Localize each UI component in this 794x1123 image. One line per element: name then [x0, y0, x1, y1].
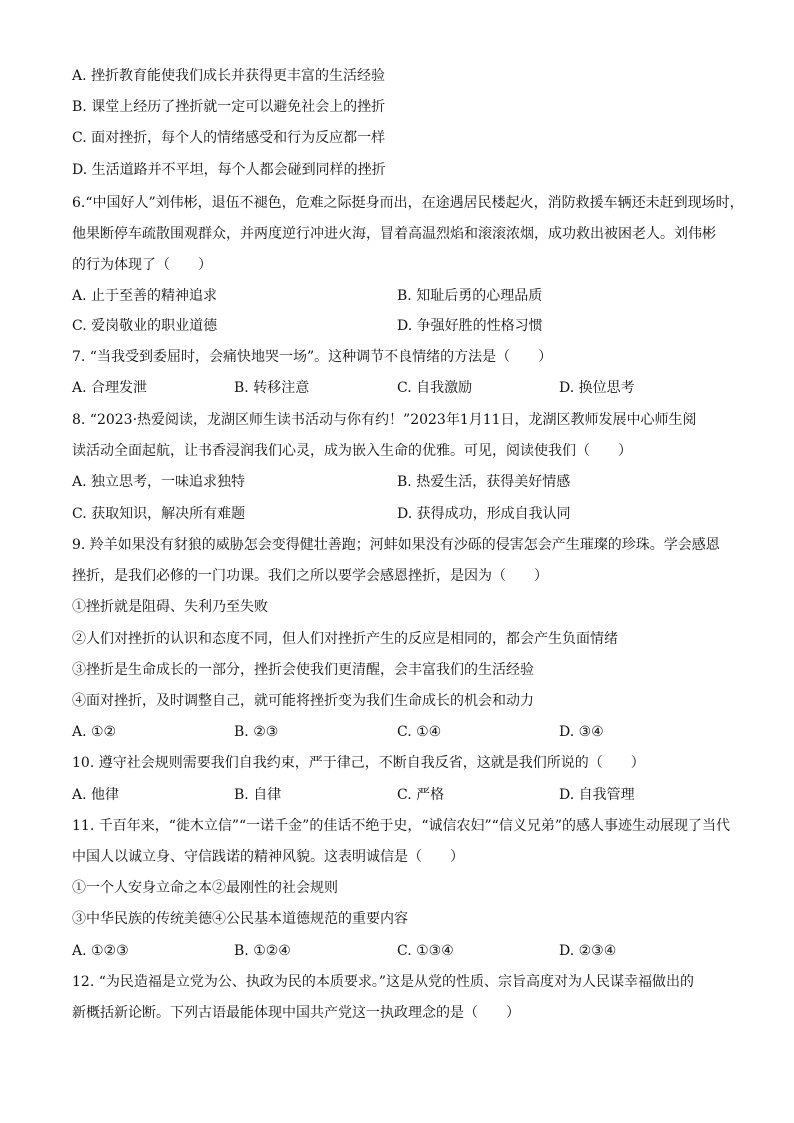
q6-option-a: A. 止于至善的精神追求: [72, 288, 218, 304]
q8-stem-line-2: 读活动全面起航，让书香浸润我们心灵，成为嵌入生命的优雅。可见，阅读使我们（ ）: [72, 443, 632, 459]
q6-stem-line-2: 他果断停车疏散围观群众，并两度逆行冲进火海，冒着高温烈焰和滚滚浓烟，成功救出被困老人。刘伟彬: [72, 226, 716, 242]
q9-stem-line-1: 9. 羚羊如果没有豺狼的威胁怎会变得健壮善跑；河蚌如果没有沙砾的侵害怎会产生璀璨的珍珠。学会感恩: [72, 537, 720, 553]
q9-statement-4: ④面对挫折，及时调整自己，就可能将挫折变为我们生命成长的机会和动力: [72, 693, 534, 709]
q8-option-c: C. 获取知识，解决所有难题: [72, 506, 246, 522]
q6-option-c: C. 爱岗敬业的职业道德: [72, 318, 218, 334]
q8-option-a: A. 独立思考，一味追求独特: [72, 474, 246, 490]
q5-option-c: C. 面对挫折，每个人的情绪感受和行为反应都一样: [72, 130, 386, 146]
q11-option-b: B. ①②④: [234, 943, 291, 959]
q10-option-b: B. 自律: [234, 787, 282, 803]
q11-option-d: D. ②③④: [559, 943, 617, 959]
q10-option-a: A. 他律: [72, 787, 120, 803]
q6-option-b: B. 知耻后勇的心理品质: [397, 288, 543, 304]
q11-stem-line-2: 中国人以诚立身、守信践诺的精神风貌。这表明诚信是（ ）: [72, 849, 464, 865]
q11-stem-line-1: 11. 千百年来，“徙木立信”“一诺千金”的佳话不绝于史，“诚信农妇”“信义兄弟”的感人事迹生动展现了当代: [72, 818, 730, 834]
q11-statement-1-2: ①一个人安身立命之本②最刚性的社会规则: [72, 880, 338, 896]
q7-option-b: B. 转移注意: [234, 380, 310, 396]
q9-option-d: D. ③④: [559, 724, 604, 740]
q9-statement-2: ②人们对挫折的认识和态度不同，但人们对挫折产生的反应是相同的，都会产生负面情绪: [72, 631, 618, 647]
q6-stem-line-1: 6.“中国好人”刘伟彬，退伍不褪色，危难之际挺身而出，在途遇居民楼起火，消防救援车辆还未赶到现场时，: [72, 195, 744, 211]
q9-stem-line-2: 挫折，是我们必修的一门功课。我们之所以要学会感恩挫折，是因为（ ）: [72, 568, 548, 584]
q7-option-a: A. 合理发泄: [72, 380, 148, 396]
q10-stem: 10. 遵守社会规则需要我们自我约束，严于律己，不断自我反省，这就是我们所说的（ ）: [72, 755, 645, 771]
q8-option-d: D. 获得成功，形成自我认同: [397, 506, 571, 522]
q8-option-b: B. 热爱生活，获得美好情感: [397, 474, 571, 490]
q7-stem: 7. “当我受到委屈时，会痛快地哭一场”。这种调节不良情绪的方法是（ ）: [72, 349, 553, 365]
q8-stem-line-1: 8. “2023·热爱阅读，龙湖区师生读书活动与你有约！”2023年1月11日，龙湖区教师发展中心师生阅: [72, 412, 697, 428]
q11-option-a: A. ①②③: [72, 943, 129, 959]
q6-stem-line-3: 的行为体现了（ ）: [72, 257, 212, 273]
q10-option-c: C. 严格: [397, 787, 445, 803]
q12-stem-line-2: 新概括新论断。下列古语最能体现中国共产党这一执政理念的是（ ）: [72, 1005, 520, 1021]
q12-stem-line-1: 12. “为民造福是立党为公、执政为民的本质要求。”这是从党的性质、宗旨高度对为人民谋幸福做出的: [72, 974, 695, 990]
q9-statement-3: ③挫折是生命成长的一部分，挫折会使我们更清醒，会丰富我们的生活经验: [72, 662, 534, 678]
q9-option-b: B. ②③: [234, 724, 279, 740]
q5-option-a: A. 挫折教育能使我们成长并获得更丰富的生活经验: [72, 68, 386, 84]
q9-option-c: C. ①④: [397, 724, 442, 740]
q11-statement-3-4: ③中华民族的传统美德④公民基本道德规范的重要内容: [72, 911, 408, 927]
q9-statement-1: ①挫折就是阻碍、失利乃至失败: [72, 599, 268, 615]
q5-option-b: B. 课堂上经历了挫折就一定可以避免社会上的挫折: [72, 99, 386, 115]
q6-option-d: D. 争强好胜的性格习惯: [397, 318, 543, 334]
q9-option-a: A. ①②: [72, 724, 117, 740]
q7-option-d: D. 换位思考: [559, 380, 635, 396]
q7-option-c: C. 自我激励: [397, 380, 473, 396]
q11-option-c: C. ①③④: [397, 943, 454, 959]
q5-option-d: D. 生活道路并不平坦，每个人都会碰到同样的挫折: [72, 162, 386, 178]
q10-option-d: D. 自我管理: [559, 787, 635, 803]
